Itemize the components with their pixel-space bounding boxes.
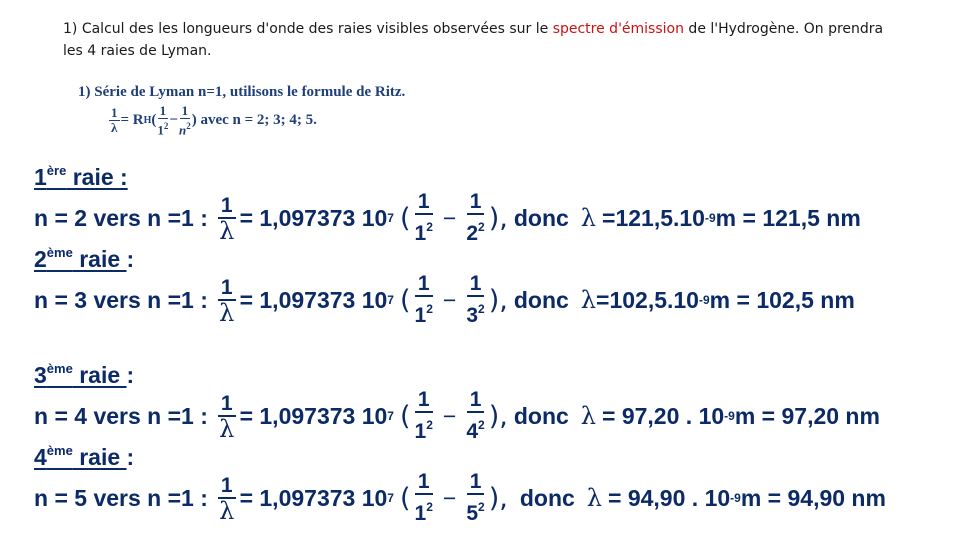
second-exp: 2 [478,220,485,234]
ritz-first-base: 1 [157,122,164,138]
lhs-denominator: λ [219,216,235,245]
first-denominator [415,495,433,525]
raie-heading-underlined [34,362,127,388]
result-nm: m = 97,20 nm [734,402,880,429]
rydberg-constant: = 1,097373 10 [239,484,388,511]
close-paren: ), [488,284,508,316]
second-numerator: 1 [467,273,485,297]
raie-1-equation [34,190,861,245]
result-value: = 94,90 . 10 [608,484,731,511]
close-paren: ), [488,202,508,234]
result-value: =121,5.10 [602,204,705,231]
minus-sign: − [442,402,457,429]
rydberg-constant: = 1,097373 10 [239,402,388,429]
ritz-lhs-denominator: λ [111,120,118,136]
ritz-second-fraction [179,104,191,137]
raie-heading-colon: : [126,444,135,470]
donc-word: donc [519,484,575,511]
lambda-symbol: λ [580,286,597,314]
result-exponent: -9 [698,293,710,307]
raie-heading-number: 4 [34,444,47,470]
transition-label: n = 3 vers n =1 : [34,286,208,313]
exercise-statement [63,18,903,62]
ritz-lhs-fraction [109,106,120,135]
ritz-second-base: n [178,122,187,138]
ritz-open-paren: ( [151,112,157,129]
second-exp: 2 [478,500,485,514]
constant-exponent: 7 [387,293,394,307]
second-base: 4 [466,420,479,443]
ritz-second-denominator [179,119,191,137]
open-paren: ( [399,482,411,514]
raie-2-heading [34,245,134,273]
transition-label: n = 5 vers n =1 : [34,484,208,511]
raie-heading-number: 2 [34,246,47,272]
transition-label: n = 2 vers n =1 : [34,204,208,231]
ritz-rh-subscript: H [143,115,152,127]
raie-4-heading [34,443,134,471]
close-paren: ), [488,482,508,514]
first-exp: 2 [426,220,433,234]
first-denominator [415,215,433,245]
ritz-formula [108,104,317,137]
raie-heading-colon: : [126,362,135,388]
minus-sign: − [442,286,457,313]
first-numerator: 1 [415,191,433,215]
raie-3-heading [34,361,134,389]
raie-heading-word: raie : [66,164,128,190]
second-numerator: 1 [467,389,485,413]
open-paren: ( [399,284,411,316]
ritz-title: 1) Série de Lyman n=1, utilisons le formule de Ritz. [78,84,406,100]
result-nm: m = 102,5 nm [709,286,855,313]
second-base: 2 [466,222,479,245]
first-numerator: 1 [415,471,433,495]
first-fraction [415,389,433,443]
first-exp: 2 [426,302,433,316]
first-exp: 2 [426,418,433,432]
ritz-second-exp: 2 [186,121,191,131]
ritz-rh: = R [120,112,144,129]
raie-3-equation [34,388,880,443]
result-nm: m = 121,5 nm [715,204,861,231]
ritz-minus: − [169,112,178,129]
ritz-second-numerator: 1 [181,103,189,118]
raie-heading-ordinal: ème [46,245,73,260]
second-denominator [466,297,484,327]
raie-heading-ordinal: ème [46,443,73,458]
ritz-lhs-numerator: 1 [111,105,118,121]
raie-heading-ordinal: ème [46,361,73,376]
result-exponent: -9 [704,211,716,225]
second-fraction [466,191,484,245]
ritz-first-exp: 2 [163,121,169,131]
donc-word: donc [513,286,569,313]
lhs-fraction [218,473,236,525]
lhs-denominator: λ [219,496,235,525]
ritz-first-fraction [157,104,168,137]
second-exp: 2 [478,302,485,316]
first-exp: 2 [426,500,433,514]
second-numerator: 1 [467,471,485,495]
first-fraction [415,471,433,525]
raie-heading-ordinal: ère [46,163,67,178]
lhs-fraction [218,193,236,245]
result-exponent: -9 [724,409,735,423]
second-denominator [466,413,484,443]
statement-text-end: de l'Hydrogène. On prendra les 4 raies de Lyman. [63,21,884,59]
first-base: 1 [414,420,427,443]
raie-heading-word: raie [72,362,127,388]
lhs-denominator: λ [219,298,235,327]
lhs-numerator: 1 [218,475,236,499]
first-base: 1 [414,502,427,525]
lambda-symbol: λ [586,484,603,512]
raie-heading-number: 3 [34,362,47,388]
statement-highlight: spectre d'émission [552,21,684,37]
second-denominator [466,495,484,525]
first-fraction [415,273,433,327]
lhs-denominator: λ [219,414,235,443]
raie-heading-word: raie [72,246,127,272]
constant-exponent: 7 [387,211,394,225]
raie-1-heading [34,163,128,191]
second-base: 5 [466,502,479,525]
minus-sign: − [442,484,457,511]
lhs-numerator: 1 [218,277,236,301]
statement-text-start: 1) Calcul des les longueurs d'onde des raies visibles observées sur le [63,21,553,37]
second-base: 3 [466,304,479,327]
result-exponent: -9 [730,491,741,505]
lhs-fraction [218,275,236,327]
open-paren: ( [399,400,411,432]
lhs-numerator: 1 [218,195,236,219]
lhs-fraction [218,391,236,443]
result-value: = 97,20 . 10 [602,402,725,429]
first-denominator [415,297,433,327]
rydberg-constant: = 1,097373 10 [239,204,388,231]
ritz-first-denominator [157,119,168,137]
constant-exponent: 7 [387,491,394,505]
ritz-rest: ) avec n = 2; 3; 4; 5. [191,112,317,129]
raie-heading-underlined [34,246,127,272]
lhs-numerator: 1 [218,393,236,417]
second-denominator [466,215,484,245]
minus-sign: − [442,204,457,231]
result-nm: m = 94,90 nm [740,484,886,511]
raie-heading-colon: : [126,246,135,272]
open-paren: ( [399,202,411,234]
first-numerator: 1 [415,389,433,413]
raie-2-equation [34,272,855,327]
close-paren: ), [488,400,508,432]
second-fraction [466,471,484,525]
result-value: =102,5.10 [596,286,699,313]
first-base: 1 [414,222,427,245]
donc-word: donc [513,204,569,231]
constant-exponent: 7 [387,409,394,423]
first-denominator [415,413,433,443]
raie-heading-word: raie [72,444,127,470]
second-fraction [466,389,484,443]
ritz-first-numerator: 1 [159,103,167,118]
second-numerator: 1 [467,191,485,215]
raie-heading-underlined [34,444,127,470]
second-fraction [466,273,484,327]
raie-4-equation [34,470,886,525]
first-base: 1 [414,304,427,327]
raie-heading-number: 1 [34,164,47,190]
raie-heading-underlined [34,164,128,190]
lambda-symbol: λ [580,204,597,232]
rydberg-constant: = 1,097373 10 [239,286,388,313]
second-exp: 2 [478,418,485,432]
first-fraction [415,191,433,245]
lambda-symbol: λ [580,402,597,430]
transition-label: n = 4 vers n =1 : [34,402,208,429]
donc-word: donc [513,402,569,429]
first-numerator: 1 [415,273,433,297]
